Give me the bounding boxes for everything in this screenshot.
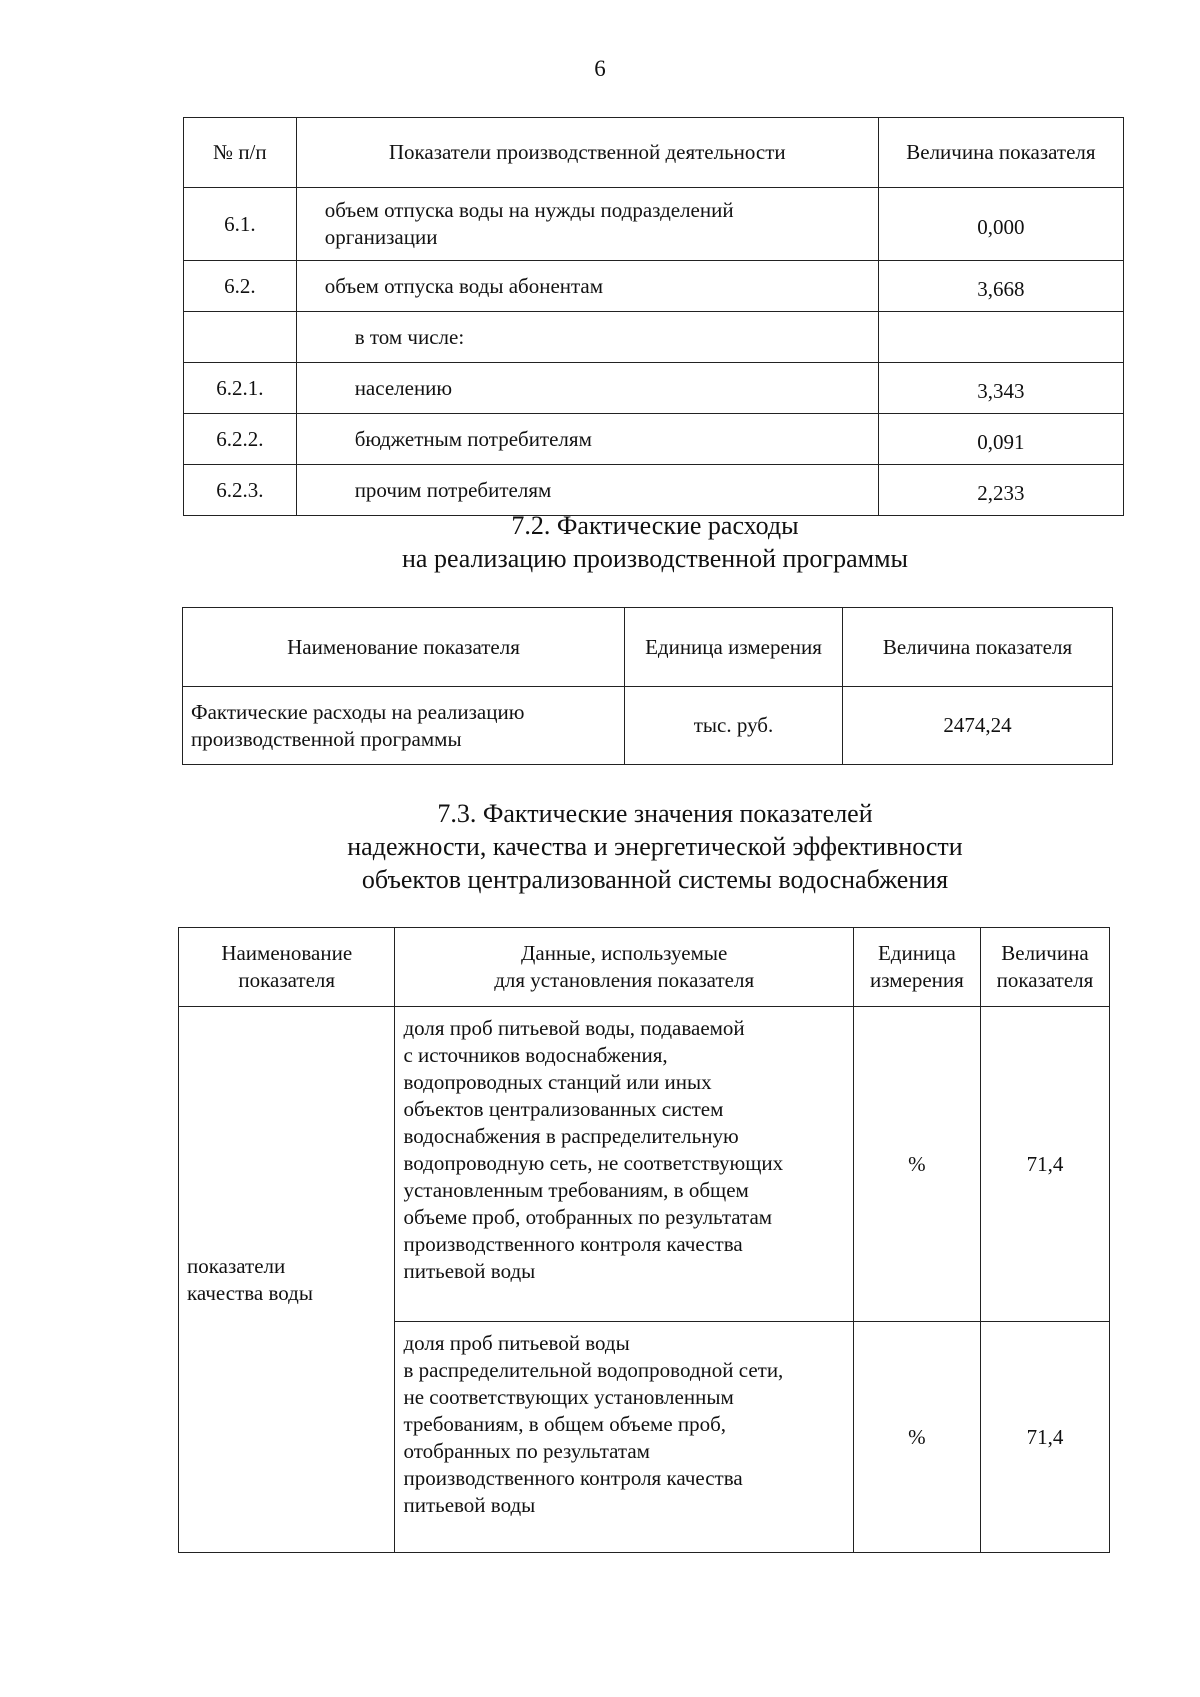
row-indicator: объем отпуска воды абонентам (296, 261, 878, 312)
row-data-description: доля проб питьевой воды в распределительной водопроводной сети, не соответствующих установленным требованиям, в общем объеме проб, отобранных по результатам производственного контроля качества питьевой воды (395, 1322, 853, 1553)
column-header-unit: Единица измерения (853, 928, 980, 1007)
row-value: 2474,24 (842, 687, 1112, 765)
column-header-number: № п/п (184, 118, 297, 188)
page-number: 6 (594, 56, 606, 81)
row-indicator: Фактические расходы на реализацию производственной программы (183, 687, 625, 765)
row-number: 6.2. (184, 261, 297, 312)
table-row (184, 312, 1124, 363)
section-title-line: 7.3. Фактические значения показателей (437, 799, 873, 828)
row-number: 6.2.2. (184, 414, 297, 465)
row-value: 71,4 (980, 1007, 1109, 1322)
column-header-value: Величина показателя (878, 118, 1123, 188)
column-header-value: Величина показателя (980, 928, 1109, 1007)
section-title-line: на реализацию производственной программы (401, 544, 908, 573)
column-header-name: Наименование показателя (179, 928, 395, 1007)
section-7-2-title (0, 509, 1200, 575)
row-indicator: населению (296, 363, 878, 414)
row-unit: % (853, 1007, 980, 1322)
section-title-line: надежности, качества и энергетической эффективности (347, 832, 963, 861)
table-row (183, 687, 1113, 765)
section-title-line: объектов централизованной системы водоснабжения (361, 865, 949, 894)
column-header-name: Наименование показателя (183, 608, 625, 687)
column-header-data: Данные, используемые для установления показателя (395, 928, 853, 1007)
row-indicator: объем отпуска воды на нужды подразделений организации (296, 188, 878, 261)
table-row (184, 465, 1124, 516)
section-7-3-title (0, 797, 1200, 896)
production-indicators-table (183, 117, 1124, 516)
row-number: 6.1. (184, 188, 297, 261)
row-value: 3,343 (878, 363, 1123, 414)
table-row (184, 414, 1124, 465)
row-indicator: бюджетным потребителям (296, 414, 878, 465)
row-indicator: прочим потребителям (296, 465, 878, 516)
table-row (184, 261, 1124, 312)
row-number: 6.2.3. (184, 465, 297, 516)
column-header-unit: Единица измерения (625, 608, 843, 687)
row-unit: % (853, 1322, 980, 1553)
row-value (878, 312, 1123, 363)
table-header-row (184, 118, 1124, 188)
row-indicator: в том числе: (296, 312, 878, 363)
row-number (184, 312, 297, 363)
row-data-description: доля проб питьевой воды, подаваемой с источников водоснабжения, водопроводных станций или иных объектов централизованных систем водоснабжения в распределительную водопроводную сеть, не соответствующих установленным требованиям, в общем объеме проб, отобранных по результатам производственного контроля качества питьевой воды (395, 1007, 853, 1322)
table-row (179, 1007, 1110, 1322)
table-header-row (183, 608, 1113, 687)
row-group-name: показатели качества воды (179, 1007, 395, 1553)
row-value: 71,4 (980, 1322, 1109, 1553)
row-value: 0,000 (878, 188, 1123, 261)
column-header-value: Величина показателя (842, 608, 1112, 687)
row-unit: тыс. руб. (625, 687, 843, 765)
row-number: 6.2.1. (184, 363, 297, 414)
row-value: 2,233 (878, 465, 1123, 516)
table-row (184, 188, 1124, 261)
table-header-row (179, 928, 1110, 1007)
section-title-line: 7.2. Фактические расходы (511, 511, 799, 540)
actual-expenses-table (182, 607, 1113, 765)
table-row (184, 363, 1124, 414)
water-quality-indicators-table (178, 927, 1110, 1553)
row-value: 0,091 (878, 414, 1123, 465)
column-header-indicator: Показатели производственной деятельности (296, 118, 878, 188)
row-value: 3,668 (878, 261, 1123, 312)
